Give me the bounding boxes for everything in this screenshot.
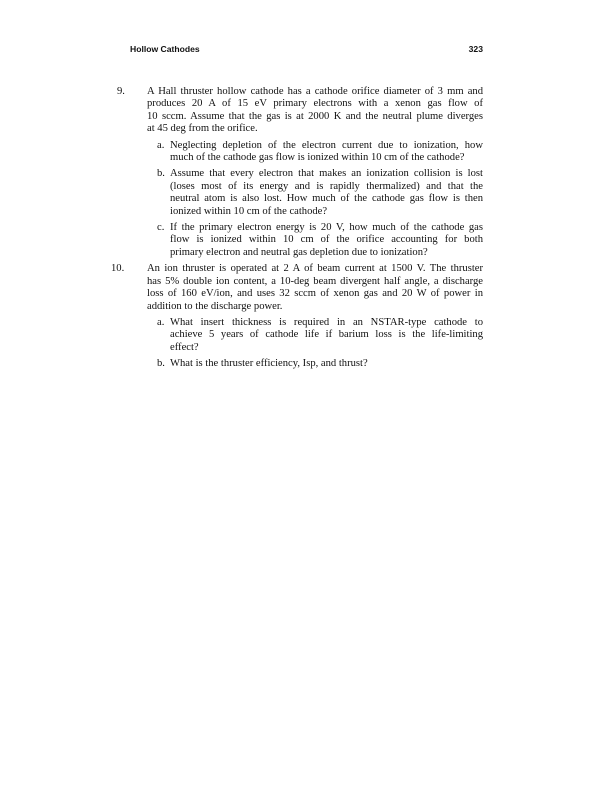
problem-9: [114, 86, 483, 259]
text-line: If the primary electron energy is 20 V, how much of the cathode gas: [170, 222, 483, 234]
problem-10: [111, 263, 483, 370]
text-line: Neglecting depletion of the electron current due to ionization, how: [170, 139, 483, 151]
text-line: What is the thruster efficiency, Isp, and thrust?: [170, 358, 368, 370]
part-letter: a.: [157, 316, 165, 328]
running-header-title: Hollow Cathodes: [130, 44, 200, 54]
part-letter: b.: [157, 358, 165, 370]
text-line: addition to the discharge power.: [147, 300, 283, 312]
problem-part: [147, 358, 483, 370]
text-line: loss of 160 eV/ion, and uses 32 sccm of xenon gas and 20 W of power in: [147, 288, 483, 300]
part-letter: b.: [157, 168, 165, 180]
text-line: A Hall thruster hollow cathode has a cathode orifice diameter of 3 mm and: [147, 86, 483, 97]
text-line: What insert thickness is required in an NSTAR-type cathode to: [170, 316, 483, 328]
page-number: 323: [468, 44, 483, 54]
problem-list: [111, 86, 483, 375]
part-letter: a.: [157, 139, 165, 151]
problem-part: [147, 168, 483, 218]
text-line: 10 sccm. Assume that the gas is at 2000 K and the neutral plume diverges: [147, 110, 483, 122]
text-line: at 45 deg from the orifice.: [147, 123, 258, 135]
text-line: achieve 5 years of cathode life if barium loss is the life-limiting: [170, 329, 483, 341]
text-line: flow is ionized within 10 cm of the orifice accounting for both: [170, 234, 483, 246]
text-line: An ion thruster is operated at 2 A of beam current at 1500 V. The thruster: [147, 263, 483, 275]
text-line: ionized within 10 cm of the cathode?: [170, 205, 328, 217]
text-line: produces 20 A of 15 eV primary electrons with a xenon gas flow of: [147, 98, 483, 110]
part-letter: c.: [157, 222, 165, 234]
problem-part: [147, 222, 483, 259]
problem-number: 9.: [117, 86, 125, 97]
problem-number: 10.: [111, 263, 125, 275]
text-line: has 5% double ion content, a 10-deg beam divergent half angle, a discharge: [147, 275, 483, 287]
problem-part: [147, 317, 483, 354]
text-line: much of the cathode gas flow is ionized within 10 cm of the cathode?: [170, 152, 465, 164]
problem-part: [147, 140, 483, 165]
text-line: (loses most of its energy and is rapidly thermalized) and that the: [170, 180, 483, 192]
text-line: primary electron and neutral gas depletion due to ionization?: [170, 246, 428, 258]
text-line: Assume that every electron that makes an ionization collision is lost: [170, 168, 483, 180]
text-line: effect?: [170, 341, 199, 353]
text-line: neutral atom is also lost. How much of the cathode gas flow is then: [170, 193, 483, 205]
